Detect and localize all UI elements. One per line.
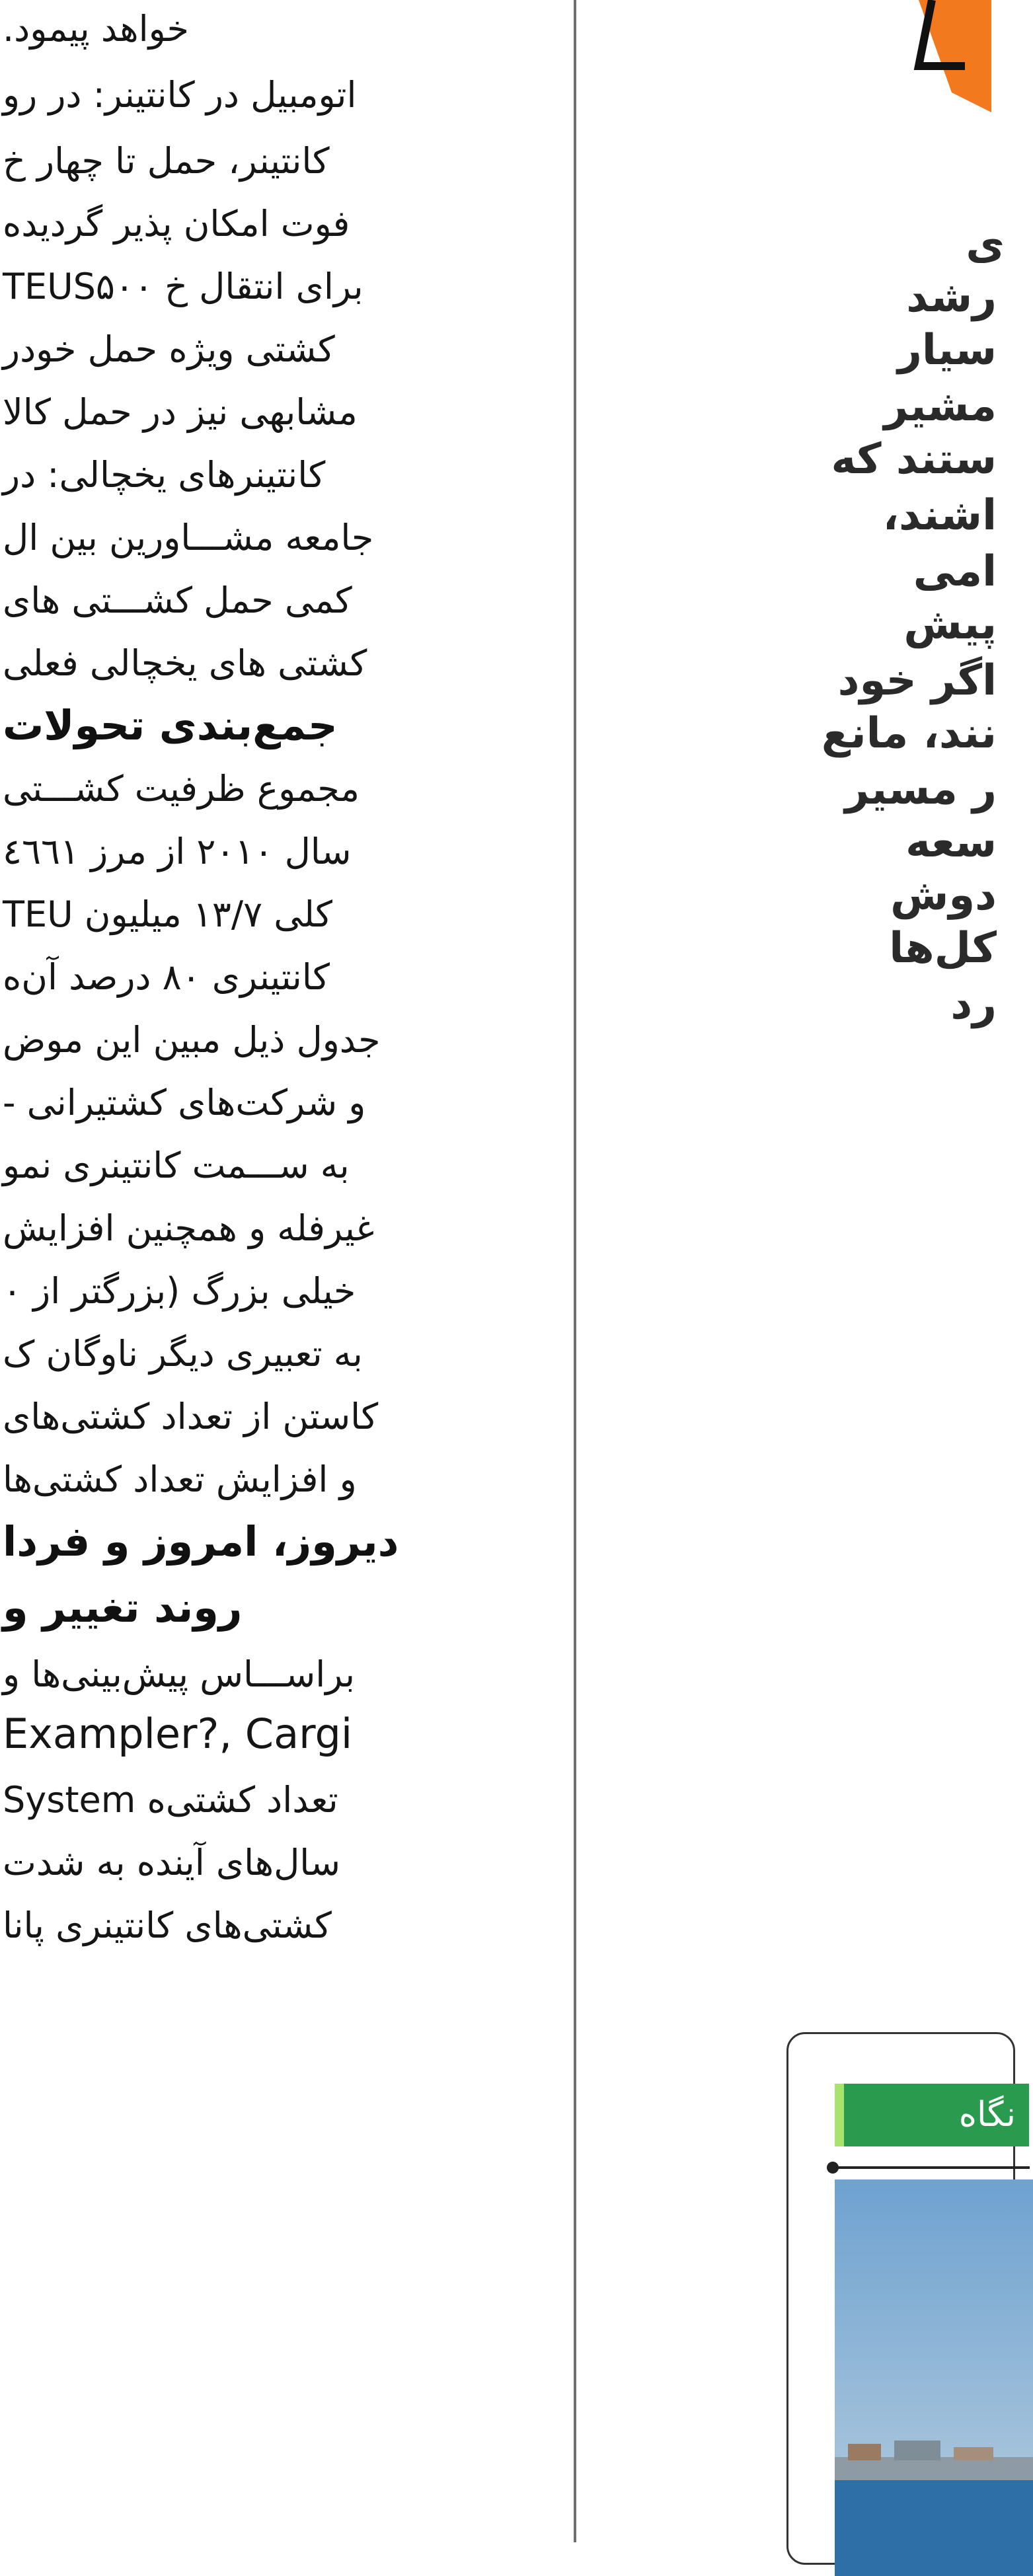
sidebar-text-line: سعه (905, 818, 997, 867)
sidebar-text-line: کل‌ها (889, 924, 997, 973)
section-heading: روند تغییر و (3, 1583, 243, 1632)
text-line: به ســـمت کانتینری نمو (3, 1145, 350, 1186)
column-divider (574, 0, 576, 2542)
sidebar-text-line: دوش (890, 871, 997, 920)
text-line: غیرفله و همچنین افزایش (3, 1207, 375, 1249)
text-line: کشتی های یخچالی فعلی (3, 642, 367, 684)
sidebar-text-line: امی (913, 547, 997, 596)
sidebar-text-line: رشد (906, 273, 997, 322)
sidebar-text-line: رد (950, 980, 997, 1029)
text-line: کمی حمل کشـــتی های (3, 580, 352, 621)
text-line: اتومبیل در کانتینر: در رو (3, 74, 357, 116)
sidebar-text-line: اگر خود (837, 656, 997, 705)
magazine-logo-icon (753, 0, 991, 119)
text-line: کانتینر، حمل تا چهار خ (3, 140, 330, 182)
text-line: کانتینرهای یخچالی: در (3, 454, 326, 496)
sidebar-text-line: مشیر (884, 382, 997, 431)
sidebar-text-line: ی (966, 220, 1005, 269)
text-line: خیلی بزرگ (بزرگتر از ۰ (3, 1270, 356, 1312)
section-heading: جمع‌بندی تحولات (3, 701, 338, 749)
text-line: System تعداد کشتی‌ه (3, 1779, 338, 1821)
sidebar-text-line: اشند، (882, 491, 997, 540)
text-line: کشتی‌های کانتینری پانا (3, 1905, 332, 1946)
text-line: به تعبیری دیگر ناوگان ک (3, 1333, 363, 1375)
text-line: کشتی ویژه حمل خودر (3, 328, 335, 370)
harbor-photo (835, 2179, 1033, 2576)
text-line: Exampler?, Cargi (3, 1710, 353, 1758)
text-line: کاستن از تعداد کشتی‌های (3, 1396, 379, 1437)
text-line: کلی ۱۳/۷ میلیون TEU (3, 893, 332, 935)
text-line: جدول ذیل مبین این موض (3, 1019, 381, 1061)
text-line: TEUS۵۰۰ برای انتقال خ (3, 266, 363, 307)
text-line: فوت امکان پذیر گردیده (3, 203, 350, 245)
text-line: براســـاس پیش‌بینی‌ها و (3, 1653, 356, 1695)
text-line: مجموع ظرفیت کشـــتی (3, 768, 360, 810)
sidebar-text-line: ستند که (831, 435, 997, 484)
photo-box (786, 2032, 1015, 2565)
text-line: مشابهی نیز در حمل کالا (3, 391, 358, 433)
text-line: جامعه مشـــاورین بین ال (3, 517, 374, 558)
text-line: سال‌های آینده به شدت (3, 1842, 340, 1883)
text-line: خواهد پیمود. (3, 8, 189, 50)
sidebar-text-line: پیش (903, 600, 997, 649)
sidebar-text-line: سیار (898, 326, 997, 375)
sidebar-text-line: ر مسیر (845, 765, 997, 814)
text-line: و افزایش تعداد کشتی‌ها (3, 1458, 357, 1500)
text-line: و شرکت‌های کشتیرانی - (3, 1082, 366, 1123)
sidebar-text-line: نند، مانع (821, 709, 997, 758)
section-heading: دیروز، امروز و فردا (3, 1517, 399, 1566)
text-line: کانتینری ۸۰ درصد آن‌ه (3, 956, 330, 998)
text-line: سال ۲۰۱۰ از مرز ٤٦٦١ (3, 831, 352, 872)
photo-box-divider (831, 2166, 1030, 2169)
photo-box-tab: نگاه (835, 2084, 1029, 2146)
photo-box-dot (827, 2162, 839, 2174)
